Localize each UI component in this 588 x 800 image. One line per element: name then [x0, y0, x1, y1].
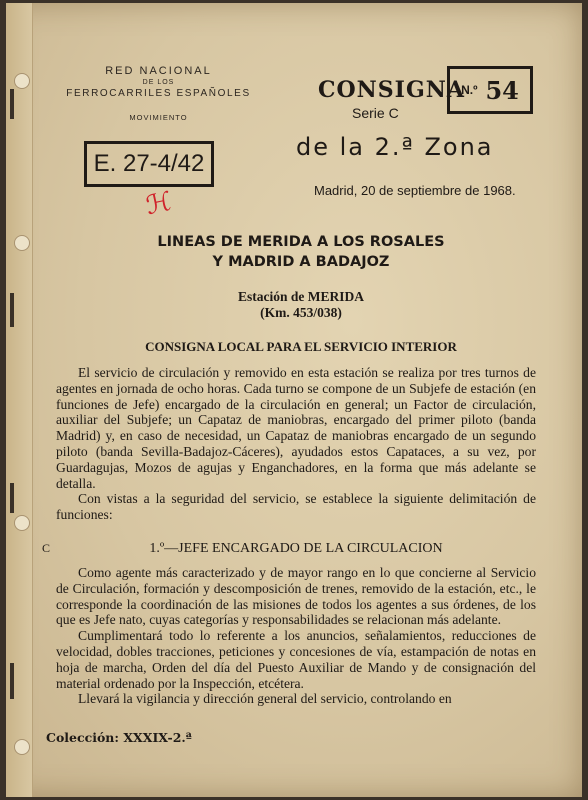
paragraph: Como agente más caracterizado y de mayor rango en lo que concierne al Servicio de Circulación, formación y descomposición de trenes, removido de la estación, etc., le corresponde la coordinación de las misiones de todos los agentes a sus órdenes, de los que es Jefe nato, cuyas categorías y responsabilidades se relacionan más adelante. [56, 565, 536, 628]
document-title: CONSIGNA [318, 77, 465, 103]
org-name-line1: RED NACIONAL [105, 65, 212, 77]
document-number: 54 [485, 75, 519, 105]
section-heading: CONSIGNA LOCAL PARA EL SERVICIO INTERIOR [145, 339, 457, 354]
paragraph: El servicio de circulación y removido en esta estación se realiza por tres turnos de agentes en jornada de ocho horas. Cada turno se compone de un Subjefe de estación (en funciones de Jefe) encargado de la circulación en general; un Factor de circulación, auxiliar del Subjefe; un Capataz de maniobras, encargado del primer piloto (banda Madrid) y, en caso de necesidad, un Capataz de maniobras encargado de un segundo piloto (banda Sevilla-Badajoz-Cáceres), ayudados estos Capataces, a su vez, por Guardagujas, Mozos de agujas y Enganchadores, en la forma que más adelante se detalla. [56, 365, 536, 491]
department-label: MOVIMIENTO [129, 113, 188, 122]
org-name-line3: FERROCARRILES ESPAÑOLES [66, 88, 251, 99]
route-line-2: Y MADRID A BADAJOZ [212, 254, 390, 270]
zone-title: de la 2.ª Zona [296, 133, 494, 161]
number-box [447, 66, 533, 114]
station-km: (Km. 453/038) [260, 305, 342, 320]
reference-box: E. 27-4/42 [84, 141, 214, 187]
route-heading [66, 232, 536, 272]
edge-mark: C [42, 541, 51, 555]
body-text-block-2 [56, 565, 536, 707]
binder-mark [10, 663, 14, 699]
punch-hole [14, 515, 30, 531]
station-name: Estación de MERIDA [237, 289, 364, 304]
body-text-block-1 [56, 365, 536, 523]
series-label: Serie C [352, 105, 399, 121]
number-label: N.º [461, 83, 478, 97]
paragraph: Llevará la vigilancia y dirección general del servicio, controlando en [78, 691, 452, 707]
route-line-1: LINEAS DE MERIDA A LOS ROSALES [157, 234, 445, 250]
binder-mark [10, 293, 14, 327]
paragraph: Con vistas a la seguridad del servicio, se establece la siguiente delimitación de funciones: [56, 491, 536, 523]
punch-hole [14, 739, 30, 755]
station-block [66, 289, 536, 321]
punch-hole [14, 235, 30, 251]
subsection-heading: 1.º—JEFE ENCARGADO DE LA CIRCULACION [149, 541, 443, 556]
date-line: Madrid, 20 de septiembre de 1968. [314, 183, 516, 198]
binder-mark [10, 483, 14, 513]
handwritten-signature: ℋ [143, 186, 175, 222]
punch-hole [14, 73, 30, 89]
organization-block [66, 65, 251, 122]
paragraph: Cumplimentará todo lo referente a los anuncios, señalamientos, reducciones de velocidad, dobles tracciones, peticiones y concesiones de vía, estampación de notas en hoja de marcha, Orden del día del Puesto Auxiliar de Mando y de consignación del material ordenado por la Inspección, etcétera. [56, 628, 536, 691]
collection-label: Colección: XXXIX-2.ª [46, 730, 192, 745]
document-page [6, 3, 582, 797]
org-name-line2: DE LOS [142, 79, 175, 86]
binder-mark [10, 89, 14, 119]
